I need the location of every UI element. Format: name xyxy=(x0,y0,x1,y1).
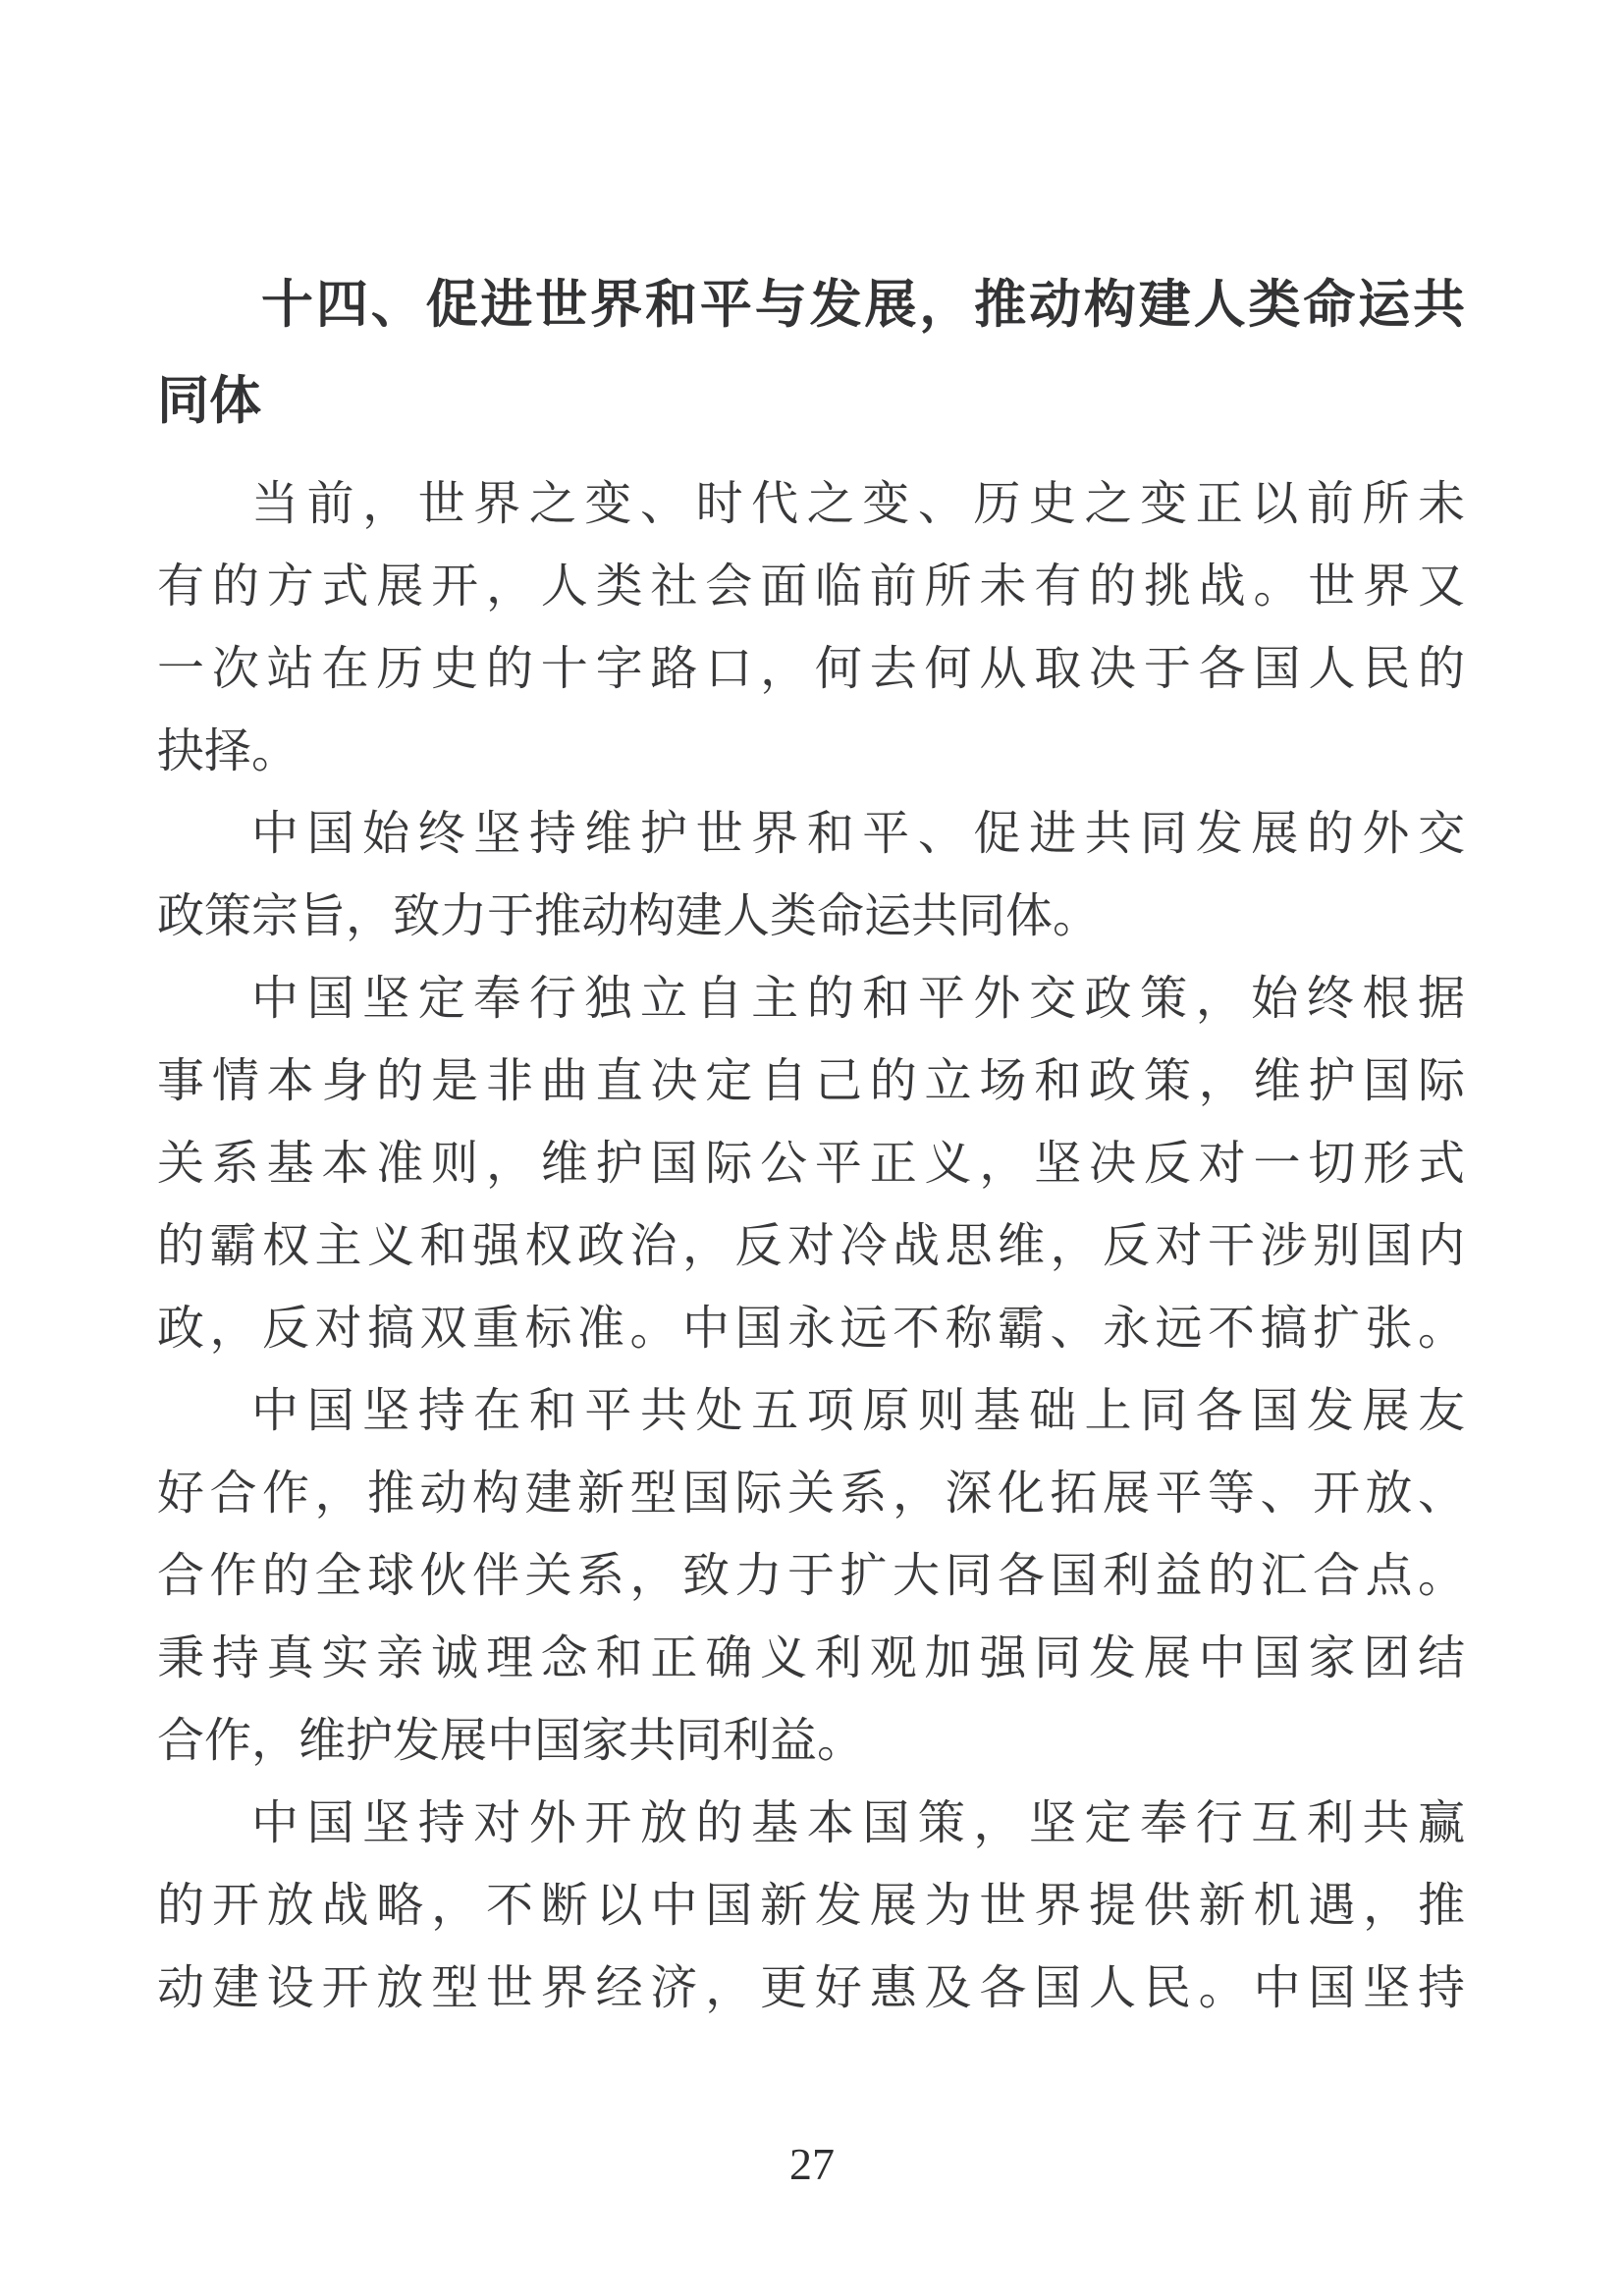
paragraph xyxy=(157,463,1465,793)
text-line: 有的方式展开，人类社会面临前所未有的挑战。世界又 xyxy=(157,561,1465,613)
text-line: 关系基本准则，维护国际公平正义，坚决反对一切形式 xyxy=(157,1138,1465,1190)
text-line: 秉持真实亲诚理念和正确义利观加强同发展中国家团结 xyxy=(157,1632,1465,1684)
paragraph xyxy=(157,1370,1465,1783)
paragraph xyxy=(157,793,1465,958)
text-line: 当前，世界之变、时代之变、历史之变正以前所未 xyxy=(251,478,1465,530)
text-line: 动建设开放型世界经济，更好惠及各国人民。中国坚持 xyxy=(157,1962,1465,2014)
text-line: 中国坚持在和平共处五项原则基础上同各国发展友 xyxy=(251,1385,1465,1437)
paragraph xyxy=(157,958,1465,1370)
text-line: 政，反对搞双重标准。中国永远不称霸、永远不搞扩张。 xyxy=(157,1303,1465,1355)
text-line: 中国坚持对外开放的基本国策，坚定奉行互利共赢 xyxy=(251,1797,1465,1849)
heading-line: 十四、促进世界和平与发展，推动构建人类命运共 xyxy=(261,276,1465,334)
text-line: 的霸权主义和强权政治，反对冷战思维，反对干涉别国内 xyxy=(157,1220,1465,1272)
text-line: 抉择。 xyxy=(157,725,299,777)
text-line: 合作的全球伙伴关系，致力于扩大同各国利益的汇合点。 xyxy=(157,1550,1465,1602)
heading-line: 同体 xyxy=(157,372,261,430)
page-footer xyxy=(0,2138,1624,2190)
page-content xyxy=(157,257,1465,2030)
text-line: 中国坚定奉行独立自主的和平外交政策，始终根据 xyxy=(251,973,1465,1025)
text-line: 中国始终坚持维护世界和平、促进共同发展的外交 xyxy=(251,808,1465,860)
text-line: 一次站在历史的十字路口，何去何从取决于各国人民的 xyxy=(157,643,1465,695)
text-line: 的开放战略，不断以中国新发展为世界提供新机遇，推 xyxy=(157,1880,1465,1932)
text-line: 好合作，推动构建新型国际关系，深化拓展平等、开放、 xyxy=(157,1468,1465,1520)
page-number: 27 xyxy=(789,2139,835,2189)
text-line: 合作，维护发展中国家共同利益。 xyxy=(157,1715,865,1767)
text-line: 事情本身的是非曲直决定自己的立场和政策，维护国际 xyxy=(157,1055,1465,1107)
paragraph xyxy=(157,1783,1465,2030)
section-heading xyxy=(157,257,1465,450)
text-line: 政策宗旨，致力于推动构建人类命运共同体。 xyxy=(157,890,1101,942)
